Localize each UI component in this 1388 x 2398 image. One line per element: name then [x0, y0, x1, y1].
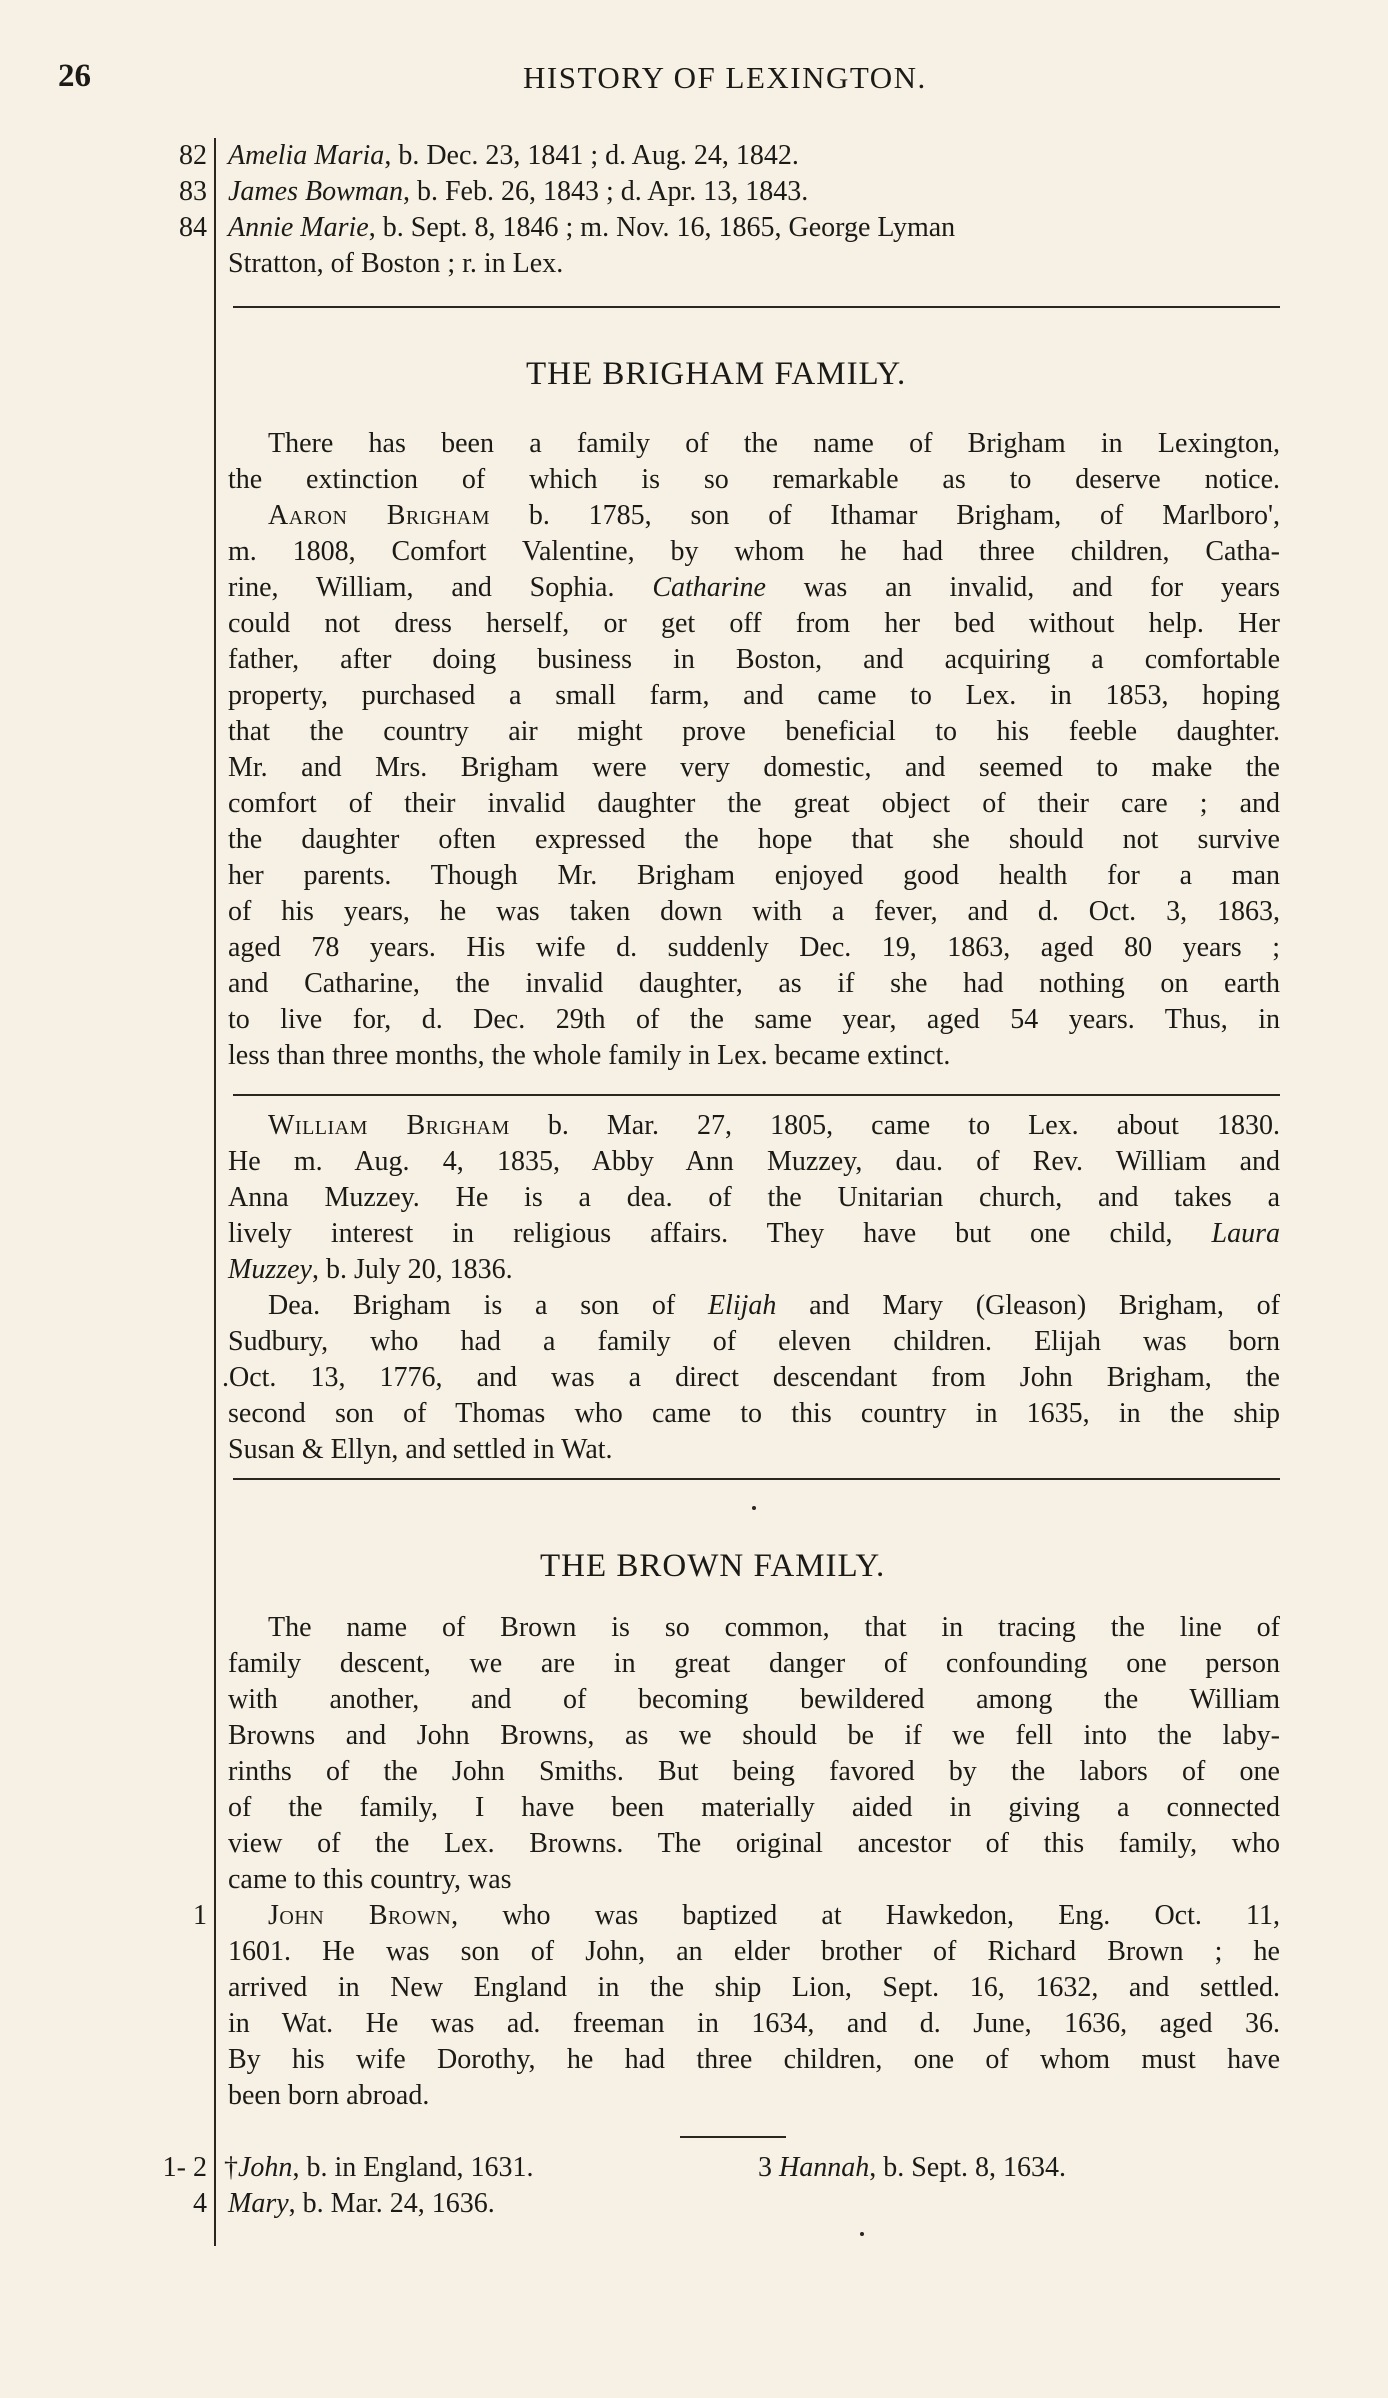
body-line: the extinction of which is so remarkable as to deserve notice. — [228, 464, 1280, 495]
body-line: William Brigham b. Mar. 27, 1805, came to Lex. about 1830. — [268, 1110, 1280, 1141]
body-line: second son of Thomas who came to this country in 1635, in the ship — [228, 1398, 1280, 1429]
body-line: property, purchased a small farm, and came to Lex. in 1853, hoping — [228, 680, 1280, 711]
body-line: m. 1808, Comfort Valentine, by whom he had three children, Catha- — [228, 536, 1280, 567]
page-header — [0, 58, 1388, 98]
body-line: the daughter often expressed the hope that she should not survive — [228, 824, 1280, 855]
body-line: rine, William, and Sophia. Catharine was an invalid, and for years — [228, 572, 1280, 603]
body-line: in Wat. He was ad. freeman in 1634, and d. June, 1636, aged 36. — [228, 2008, 1280, 2039]
body-line: her parents. Though Mr. Brigham enjoyed good health for a man — [228, 860, 1280, 891]
entry-number: 1 — [193, 1900, 207, 1931]
entry-number: 4 — [193, 2188, 207, 2219]
genealogy-entry: Annie Marie, b. Sept. 8, 1846 ; m. Nov. 16, 1865, George Lyman — [228, 212, 956, 243]
body-line: Sudbury, who had a family of eleven children. Elijah was born — [228, 1326, 1280, 1357]
body-line: lively interest in religious affairs. They have but one child, Laura — [228, 1218, 1280, 1249]
section-heading: THE BROWN FAMILY. — [540, 1548, 886, 1584]
body-line: .Oct. 13, 1776, and was a direct descendant from John Brigham, the — [222, 1362, 1280, 1393]
body-line: view of the Lex. Browns. The original ancestor of this family, who — [228, 1828, 1280, 1859]
body-line: of his years, he was taken down with a fever, and d. Oct. 3, 1863, — [228, 896, 1280, 927]
body-line: rinths of the John Smiths. But being favored by the labors of one — [228, 1756, 1280, 1787]
body-line: There has been a family of the name of Brigham in Lexington, — [268, 428, 1280, 459]
printer-mark — [752, 1506, 756, 1510]
running-title: HISTORY OF LEXINGTON. — [523, 60, 927, 95]
body-line: less than three months, the whole family in Lex. became extinct. — [228, 1040, 951, 1071]
body-line: The name of Brown is so common, that in tracing the line of — [268, 1612, 1280, 1643]
genealogy-entry-continuation: Stratton, of Boston ; r. in Lex. — [228, 248, 564, 279]
body-line: Aaron Brigham b. 1785, son of Ithamar Brigham, of Marlboro', — [268, 500, 1281, 531]
body-line: with another, and of becoming bewildered among the William — [228, 1684, 1280, 1715]
printer-mark — [860, 2232, 864, 2236]
body-line: Dea. Brigham is a son of Elijah and Mary (Gleason) Brigham, of — [268, 1290, 1280, 1321]
body-line: been born abroad. — [228, 2080, 430, 2111]
body-line: Browns and John Browns, as we should be if we fell into the laby- — [228, 1720, 1280, 1751]
section-heading: THE BRIGHAM FAMILY. — [526, 356, 907, 392]
entry-number: 83 — [179, 176, 207, 207]
genealogy-entry: James Bowman, b. Feb. 26, 1843 ; d. Apr. 13, 1843. — [228, 176, 809, 207]
body-line: father, after doing business in Boston, and acquiring a comfortable — [228, 644, 1280, 675]
body-line: Mr. and Mrs. Brigham were very domestic, and seemed to make the — [228, 752, 1280, 783]
genealogy-entry: Amelia Maria, b. Dec. 23, 1841 ; d. Aug. 24, 1842. — [228, 140, 799, 171]
body-line: and Catharine, the invalid daughter, as if she had nothing on earth — [228, 968, 1280, 999]
body-line: comfort of their invalid daughter the great object of their care ; and — [228, 788, 1280, 819]
body-line: aged 78 years. His wife d. suddenly Dec. 19, 1863, aged 80 years ; — [228, 932, 1280, 963]
body-line: family descent, we are in great danger of confounding one person — [228, 1648, 1280, 1679]
section-divider — [233, 306, 1280, 308]
body-line: By his wife Dorothy, he had three children, one of whom must have — [228, 2044, 1280, 2075]
body-line: arrived in New England in the ship Lion, Sept. 16, 1632, and settled. — [228, 1972, 1280, 2003]
body-line: Susan & Ellyn, and settled in Wat. — [228, 1434, 613, 1465]
margin-rule — [214, 138, 216, 2246]
body-line: could not dress herself, or get off from her bed without help. Her — [228, 608, 1280, 639]
section-divider — [233, 1094, 1280, 1096]
child-entry: 3 Hannah, b. Sept. 8, 1634. — [758, 2152, 1067, 2183]
child-entry: †John, b. in England, 1631. — [224, 2152, 534, 2183]
page-number: 26 — [58, 58, 91, 94]
body-line: of the family, I have been materially aided in giving a connected — [228, 1792, 1280, 1823]
body-line: to live for, d. Dec. 29th of the same year, aged 54 years. Thus, in — [228, 1004, 1280, 1035]
child-entry: Mary, b. Mar. 24, 1636. — [228, 2188, 495, 2219]
entry-number: 84 — [179, 212, 207, 243]
short-divider — [680, 2136, 786, 2138]
body-line: 1601. He was son of John, an elder brother of Richard Brown ; he — [228, 1936, 1280, 1967]
body-line: came to this country, was — [228, 1864, 512, 1895]
entry-number: 1- 2 — [162, 2152, 207, 2183]
body-line: John Brown, who was baptized at Hawkedon, Eng. Oct. 11, — [268, 1900, 1280, 1931]
body-line: Anna Muzzey. He is a dea. of the Unitarian church, and takes a — [228, 1182, 1280, 1213]
body-line: Muzzey, b. July 20, 1836. — [228, 1254, 513, 1285]
body-line: He m. Aug. 4, 1835, Abby Ann Muzzey, dau. of Rev. William and — [228, 1146, 1280, 1177]
entry-number: 82 — [179, 140, 207, 171]
section-divider — [233, 1478, 1280, 1480]
body-line: that the country air might prove beneficial to his feeble daughter. — [228, 716, 1280, 747]
